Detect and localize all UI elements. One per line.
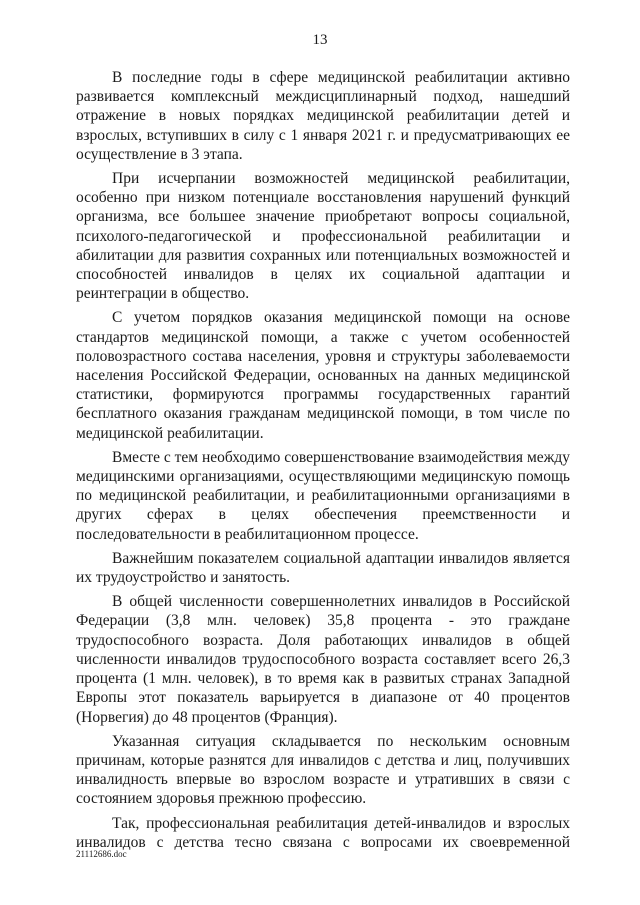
footer-file-code: 21112686.doc: [76, 849, 127, 859]
paragraph: В общей численности совершеннолетних инвалидов в Российской Федерации (3,8 млн. человек) 35,8 процента - это граждане трудоспособного возраста. Доля работающих инвалидов в общей численности инвалидов трудоспособного возраста составляет всего 26,3 процента (1 млн. человек), в то время как в развитых странах Западной Европы этот показатель варьируется в диапазоне от 40 процентов (Норвегия) до 48 процентов (Франция).: [76, 593, 570, 726]
paragraph: Важнейшим показателем социальной адаптации инвалидов является их трудоустройство и занятость.: [76, 549, 570, 587]
page-number: 13: [312, 32, 328, 48]
paragraph: С учетом порядков оказания медицинской помощи на основе стандартов медицинской помощи, а также с учетом особенностей половозрастного состава населения, уровня и структуры заболеваемости населения Российской Федерации, основанных на данных медицинской статистики, формируются программы государственных гарантий бесплатного оказания гражданам медицинской помощи, в том числе по медицинской реабилитации.: [76, 309, 570, 442]
paragraph: В последние годы в сфере медицинской реабилитации активно развивается комплексный междисциплинарный подход, нашедший отражение в новых порядках медицинской реабилитации детей и взрослых, вступивших в силу с 1 января 2021 г. и предусматривающих ее осуществление в 3 этапа.: [76, 69, 570, 163]
paragraph: Указанная ситуация складывается по нескольким основным причинам, которые разнятся для инвалидов с детства и лиц, получивших инвалидность впервые во взрослом возрасте и утративших в связи с состоянием здоровья прежнюю профессию.: [76, 732, 570, 808]
document-body: [76, 68, 570, 852]
paragraph: При исчерпании возможностей медицинской реабилитации, особенно при низком потенциале восстановления нарушений функций организма, все большее значение приобретают вопросы социальной, психолого-педагогической и профессиональной реабилитации и абилитации для развития сохранных или потенциальных возможностей и способностей инвалидов в целях их социальной адаптации и реинтеграции в общество.: [76, 170, 570, 303]
paragraph: Вместе с тем необходимо совершенствование взаимодействия между медицинскими организациями, осуществляющими медицинскую помощь по медицинской реабилитации, и реабилитационными организациями в других сферах в целях обеспечения преемственности и последовательности в реабилитационном процессе.: [76, 448, 570, 543]
paragraph: Так, профессиональная реабилитация детей-инвалидов и взрослых инвалидов с детства тесно связана с вопросами их своевременной: [76, 814, 570, 851]
